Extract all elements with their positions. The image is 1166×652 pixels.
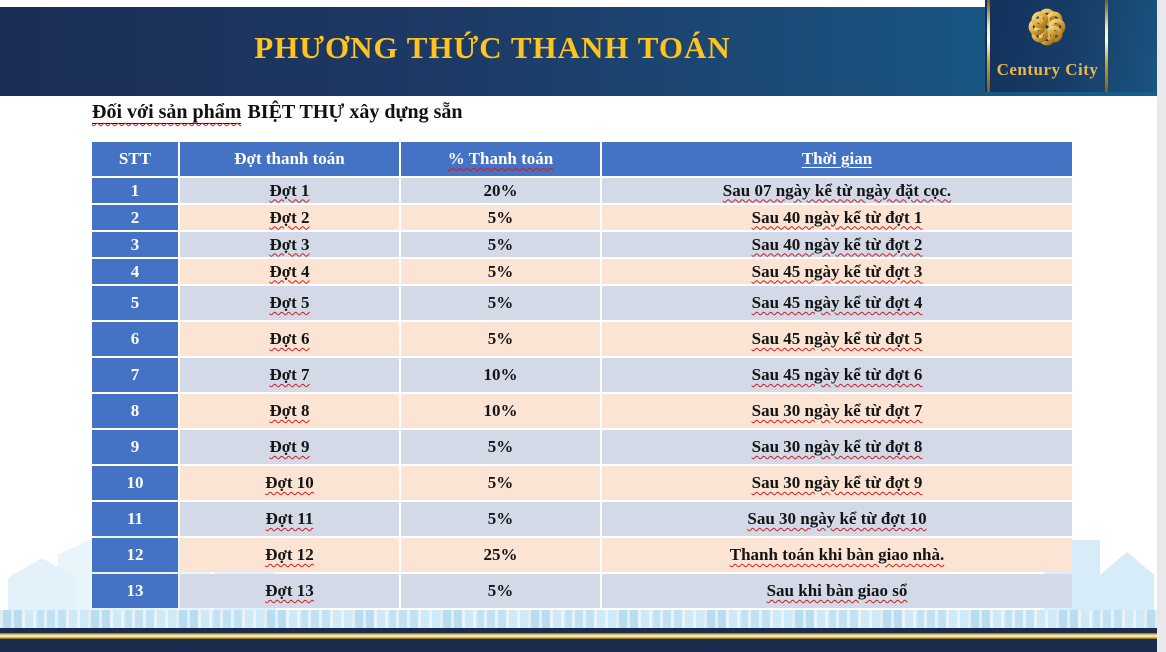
row-index-cell xyxy=(92,322,178,356)
row-index-cell xyxy=(92,466,178,500)
installment-cell xyxy=(180,259,399,284)
table-header-row xyxy=(92,142,1072,176)
header-label: % Thanh toán xyxy=(447,149,554,168)
table-row xyxy=(92,394,1072,428)
percent-cell xyxy=(401,259,600,284)
installment-cell xyxy=(180,322,399,356)
percent-cell xyxy=(401,574,600,608)
cell-text: 13 xyxy=(126,581,144,600)
cell-text: 12 xyxy=(126,545,144,564)
cell-text: Đợt 3 xyxy=(269,234,310,254)
cell-text: Đợt 4 xyxy=(269,261,310,281)
installment-cell xyxy=(180,286,399,320)
cell-text: Đợt 7 xyxy=(269,365,310,384)
percent-cell xyxy=(401,205,600,230)
header-label: STT xyxy=(118,149,152,168)
cell-text: 6 xyxy=(130,329,140,348)
cell-text: 5% xyxy=(487,473,514,492)
cell-text: 1 xyxy=(130,180,140,200)
header-cell-dot xyxy=(180,142,399,176)
logo-panel xyxy=(985,0,1157,92)
percent-cell xyxy=(401,286,600,320)
cell-text: 10% xyxy=(483,365,518,384)
cell-text: Sau 40 ngày kể từ đợt 2 xyxy=(751,234,923,254)
cell-text: Đợt 1 xyxy=(269,180,310,200)
row-index-cell xyxy=(92,286,178,320)
cell-text: Đợt 12 xyxy=(265,545,314,564)
time-cell xyxy=(602,574,1072,608)
house-silhouette xyxy=(1100,552,1154,612)
table-row xyxy=(92,430,1072,464)
cell-text: 5 xyxy=(130,293,140,312)
cell-text: 4 xyxy=(130,261,140,281)
page-title: PHƯƠNG THỨC THANH TOÁN xyxy=(254,30,731,65)
header-label: Đợt thanh toán xyxy=(234,149,345,168)
table-row xyxy=(92,178,1072,203)
percent-cell xyxy=(401,358,600,392)
cell-text: Sau 30 ngày kể từ đợt 9 xyxy=(751,473,923,492)
time-cell xyxy=(602,430,1072,464)
cell-text: 5% xyxy=(487,581,514,600)
cell-text: Đợt 5 xyxy=(269,293,310,312)
cell-text: Sau khi bàn giao sổ xyxy=(766,581,908,600)
cell-text: 5% xyxy=(487,293,514,312)
footer-gold-line xyxy=(0,633,1157,639)
cell-text: 5% xyxy=(487,509,514,528)
cell-text: 10 xyxy=(126,473,144,492)
cell-text: Sau 30 ngày kể từ đợt 7 xyxy=(751,401,923,420)
logo-text: Century City xyxy=(996,60,1099,79)
cell-text: Sau 45 ngày kể từ đợt 6 xyxy=(751,365,923,384)
cell-text: Đợt 10 xyxy=(265,473,314,492)
row-index-cell xyxy=(92,538,178,572)
century-city-flower-icon xyxy=(1025,5,1069,49)
cell-text: 2 xyxy=(130,207,140,227)
percent-cell xyxy=(401,178,600,203)
table-row xyxy=(92,574,1072,608)
table-row xyxy=(92,466,1072,500)
subtitle-rest: BIỆT THỰ xây dựng sẵn xyxy=(247,101,463,123)
installment-cell xyxy=(180,466,399,500)
time-cell xyxy=(602,502,1072,536)
row-index-cell xyxy=(92,574,178,608)
table-row xyxy=(92,259,1072,284)
header-cell-time xyxy=(602,142,1072,176)
time-cell xyxy=(602,538,1072,572)
row-index-cell xyxy=(92,358,178,392)
cell-text: Sau 45 ngày kể từ đợt 4 xyxy=(751,293,923,312)
installment-cell xyxy=(180,178,399,203)
installment-cell xyxy=(180,232,399,257)
installment-cell xyxy=(180,205,399,230)
row-index-cell xyxy=(92,205,178,230)
header-cell-percent xyxy=(401,142,600,176)
row-index-cell xyxy=(92,430,178,464)
table-row xyxy=(92,322,1072,356)
cell-text: Thanh toán khi bàn giao nhà. xyxy=(729,545,945,564)
installment-cell xyxy=(180,358,399,392)
time-cell xyxy=(602,394,1072,428)
row-index-cell xyxy=(92,394,178,428)
percent-cell xyxy=(401,232,600,257)
table-row xyxy=(92,286,1072,320)
table-row xyxy=(92,358,1072,392)
cell-text: 5% xyxy=(487,329,514,348)
cell-text: Đợt 8 xyxy=(269,401,310,420)
cell-text: 5% xyxy=(487,207,514,227)
installment-cell xyxy=(180,394,399,428)
cell-text: Đợt 2 xyxy=(269,207,310,227)
cell-text: Sau 45 ngày kể từ đợt 5 xyxy=(751,329,923,348)
cell-text: 5% xyxy=(487,261,514,281)
cell-text: Sau 30 ngày kể từ đợt 10 xyxy=(747,509,927,528)
cell-text: Sau 45 ngày kể từ đợt 3 xyxy=(751,261,923,281)
cell-text: Sau 30 ngày kể từ đợt 8 xyxy=(751,437,923,456)
percent-cell xyxy=(401,322,600,356)
row-index-cell xyxy=(92,232,178,257)
cell-text: 5% xyxy=(487,234,514,254)
time-cell xyxy=(602,178,1072,203)
table-row xyxy=(92,502,1072,536)
installment-cell xyxy=(180,538,399,572)
percent-cell xyxy=(401,394,600,428)
installment-cell xyxy=(180,502,399,536)
row-index-cell xyxy=(92,259,178,284)
percent-cell xyxy=(401,538,600,572)
cell-text: 9 xyxy=(130,437,140,456)
cell-text: 7 xyxy=(130,365,140,384)
cell-text: 5% xyxy=(487,437,514,456)
time-cell xyxy=(602,205,1072,230)
header-cell-stt xyxy=(92,142,178,176)
subtitle xyxy=(92,101,463,124)
row-index-cell xyxy=(92,502,178,536)
table-body xyxy=(92,178,1072,608)
percent-cell xyxy=(401,466,600,500)
cell-text: 8 xyxy=(130,401,140,420)
cell-text: Đợt 11 xyxy=(265,509,314,528)
cell-text: Đợt 13 xyxy=(265,581,314,600)
cell-text: Đợt 9 xyxy=(269,437,310,456)
cell-text: Sau 40 ngày kể từ đợt 1 xyxy=(751,207,923,227)
row-index-cell xyxy=(92,178,178,203)
cell-text: 25% xyxy=(483,545,518,564)
cell-text: 11 xyxy=(126,509,144,528)
table-row xyxy=(92,538,1072,572)
percent-cell xyxy=(401,502,600,536)
table-row xyxy=(92,205,1072,230)
time-cell xyxy=(602,286,1072,320)
cell-text: 10% xyxy=(483,401,518,420)
percent-cell xyxy=(401,430,600,464)
header-label: Thời gian xyxy=(801,149,873,168)
cell-text: Sau 07 ngày kể từ ngày đặt cọc. xyxy=(722,180,952,200)
payment-table xyxy=(92,142,1072,608)
time-cell xyxy=(602,358,1072,392)
right-edge-strip xyxy=(1157,0,1166,652)
cityscape-strip xyxy=(0,610,1157,628)
cell-text: 3 xyxy=(130,234,140,254)
footer-bar xyxy=(0,628,1157,652)
installment-cell xyxy=(180,430,399,464)
cell-text: Đợt 6 xyxy=(269,329,310,348)
time-cell xyxy=(602,466,1072,500)
time-cell xyxy=(602,259,1072,284)
table-row xyxy=(92,232,1072,257)
time-cell xyxy=(602,322,1072,356)
subtitle-underlined: Đối với sản phẩm xyxy=(92,101,242,123)
time-cell xyxy=(602,232,1072,257)
cell-text: 20% xyxy=(483,180,518,200)
installment-cell xyxy=(180,574,399,608)
